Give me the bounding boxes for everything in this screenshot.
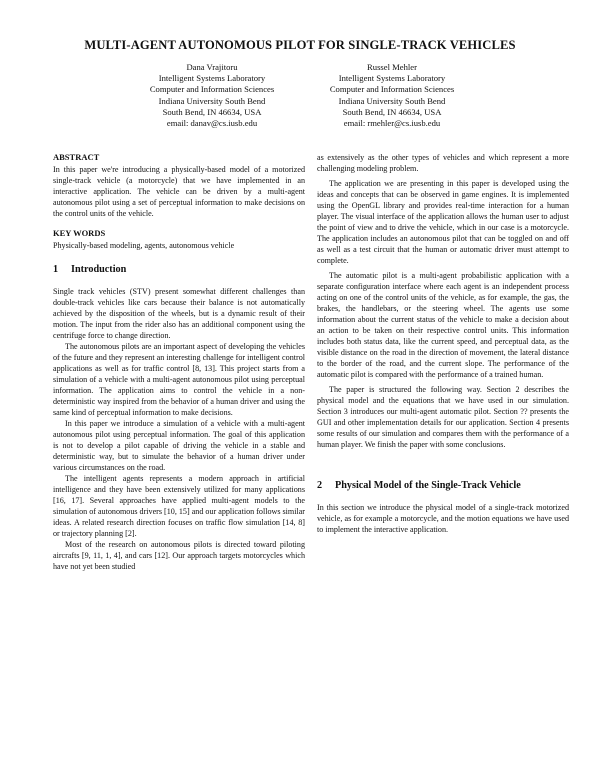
paragraph: Single track vehicles (STV) present somewhat different challenges than double-track vehicles like cars because their balance is not automatically achieved by the disposition of the wheels, but is a dynamic result of their motion. The input from the rider also has an additional component using the centrifuge force to change direction. — [53, 287, 305, 340]
paragraph: The intelligent agents represents a modern approach in artificial intelligence and they have been extensively utilized for many applications [16, 17]. Several approaches have applied multi-agent models to the simulation of autonomous drivers [10, 15] and our application follows similar ideas. A related research direction focuses on traffic flow simulation [14, 8] or trajectory planning [2]. — [53, 474, 305, 538]
author-department: Computer and Information Sciences — [329, 84, 455, 95]
keywords-text: Physically-based modeling, agents, autonomous vehicle — [53, 241, 235, 250]
section-number: 2 — [317, 480, 323, 491]
paragraph-continuation: as extensively as the other types of vehicles and which represent a more challenging modeling problem. — [317, 153, 569, 173]
paragraph: The automatic pilot is a multi-agent probabilistic application with a separate configuration interface where each agent is an independent process acting on one of the control units of the vehicle, as for example, the gas, the brakes, the handlebars, or the steering wheel. The agents use some information about the current status of the vehicle to make a decision about an action to be taken on their respective control units. This information includes both status data, like the current speed, and perceptual data, as the visible distance on the road in the direction of movement, the lateral distance to the border of the road, and the current slope. The performance of the automatic pilot is compared with the performance of a trained human. — [317, 271, 569, 379]
section-number: 1 — [53, 264, 59, 275]
section-1-heading — [53, 264, 305, 275]
paragraph: The autonomous pilots are an important aspect of developing the vehicles of the future and they represent an interesting challenge for intelligent control applications as well as for traffic control [8, 13]. This project starts from a simulation of a vehicle with a multi-agent autonomous pilot using perceptual information. The application aims to control the vehicle in a non-deterministic way inspired from the behavior of a human driver and using the same kind of perceptual information to make decisions. — [53, 342, 305, 417]
abstract-text: In this paper we're introducing a physically-based model of a motorized single-track vehicle (a motorcycle) that we have implemented in an interactive application. The vehicle can be driven by a multi-agent autonomous pilot using a set of perceptual information to make decisions on the control units of the vehicle. — [53, 165, 305, 218]
paper-title: MULTI-AGENT AUTONOMOUS PILOT FOR SINGLE-TRACK VEHICLES — [84, 38, 516, 52]
author-email: email: rmehler@cs.iusb.edu — [343, 118, 441, 129]
left-column — [53, 152, 305, 572]
author-university: Indiana University South Bend — [158, 95, 266, 106]
paragraph: The application we are presenting in this paper is developed using the ideas and concepts that can be observed in game engines. It is implemented using the OpenGL library and provides real-time interaction for a human player. The visual interface of the application allows the human user to adjust the point of view and to drive the vehicle, which in our case is a motorcycle. The application includes an autonomous pilot that can be toggled on and off as well as a test circuit that the human or automatic driver must attempt to complete. — [317, 179, 569, 265]
abstract-heading: ABSTRACT — [53, 152, 100, 162]
keywords-heading: KEY WORDS — [53, 228, 106, 238]
author-address: South Bend, IN 46634, USA — [162, 106, 262, 117]
section-title: Introduction — [71, 264, 127, 275]
author-affiliation: Intelligent Systems Laboratory — [338, 73, 446, 84]
author-name: Russel Mehler — [367, 62, 417, 72]
paragraph: The paper is structured the following way. Section 2 describes the physical model and the equations that we have used in our simulation. Section 3 introduces our multi-agent automatic pilot. Section ?? presents the GUI and other implementation details for our application. Section 4 presents some results of our simulation and compares them with the performance of a human player. We finish the paper with some conclusions. — [317, 385, 569, 449]
author-affiliation: Intelligent Systems Laboratory — [158, 73, 266, 84]
paragraph: Most of the research on autonomous pilots is directed toward piloting aircrafts [9, 11, 1, 4], and cars [12]. Our approach targets motorcycles which have not yet been studied — [53, 540, 305, 571]
author-university: Indiana University South Bend — [338, 95, 446, 106]
author-email: email: danav@cs.iusb.edu — [166, 118, 258, 129]
author-name: Dana Vrajitoru — [186, 62, 238, 72]
section-2-heading — [317, 480, 569, 491]
section-title: Physical Model of the Single-Track Vehicle — [335, 480, 521, 491]
author-block-1 — [112, 62, 312, 129]
paragraph: In this section we introduce the physical model of a single-track motorized vehicle, as for example a motorcycle, and the motion equations we have used to implement the interactive application. — [317, 503, 569, 534]
paragraph: In this paper we introduce a simulation of a vehicle with a multi-agent autonomous pilot using perceptual information. The goal of this application is not to develop a pilot capable of driving the vehicle in a stable and deterministic way, but to simulate the behavior of a human driver under various circumstances on the road. — [53, 419, 305, 472]
author-address: South Bend, IN 46634, USA — [342, 106, 442, 117]
right-column — [317, 152, 569, 535]
author-block-2 — [292, 62, 492, 129]
author-department: Computer and Information Sciences — [149, 84, 275, 95]
